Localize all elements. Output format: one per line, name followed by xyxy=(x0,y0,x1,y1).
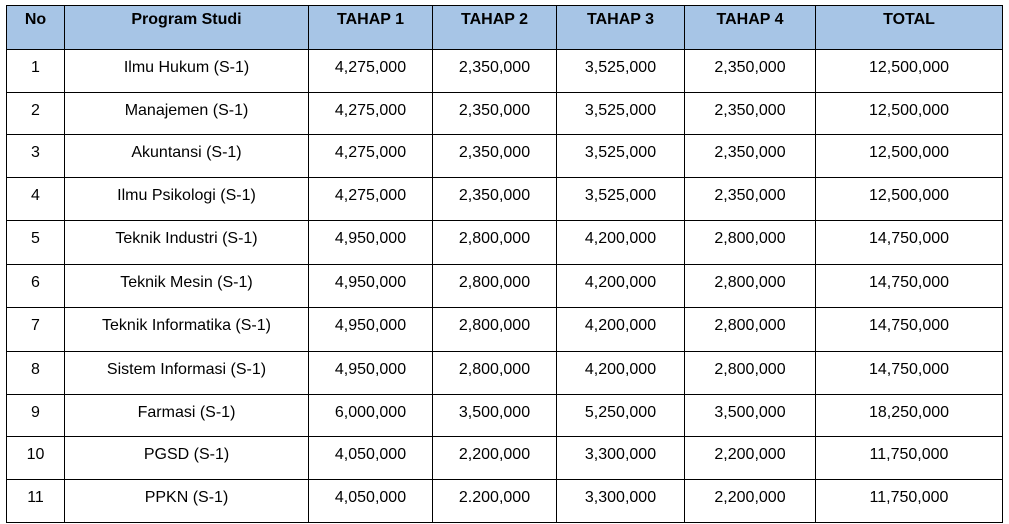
cell-tahap-1: 4,050,000 xyxy=(309,437,433,480)
cell-tahap-2: 2,350,000 xyxy=(433,93,557,135)
cell-total: 18,250,000 xyxy=(816,395,1003,437)
cell-total: 14,750,000 xyxy=(816,221,1003,265)
cell-tahap-3: 4,200,000 xyxy=(557,265,685,308)
cell-no: 6 xyxy=(7,265,65,308)
header-row xyxy=(7,6,1003,50)
cell-tahap-4: 2,800,000 xyxy=(685,221,816,265)
cell-tahap-2: 2,350,000 xyxy=(433,178,557,221)
table-row xyxy=(7,352,1003,395)
header-total: TOTAL xyxy=(816,6,1003,50)
cell-tahap-3: 5,250,000 xyxy=(557,395,685,437)
header-tahap-1: TAHAP 1 xyxy=(309,6,433,50)
header-tahap-3: TAHAP 3 xyxy=(557,6,685,50)
cell-tahap-3: 3,525,000 xyxy=(557,178,685,221)
cell-tahap-1: 4,950,000 xyxy=(309,352,433,395)
cell-no: 3 xyxy=(7,135,65,178)
cell-tahap-2: 2,200,000 xyxy=(433,437,557,480)
cell-tahap-4: 2,200,000 xyxy=(685,437,816,480)
cell-tahap-2: 2,800,000 xyxy=(433,221,557,265)
cell-program-studi: Farmasi (S-1) xyxy=(65,395,309,437)
table-row xyxy=(7,221,1003,265)
cell-no: 11 xyxy=(7,480,65,523)
cell-program-studi: Teknik Industri (S-1) xyxy=(65,221,309,265)
cell-tahap-1: 4,275,000 xyxy=(309,135,433,178)
cell-tahap-4: 2,350,000 xyxy=(685,93,816,135)
table-body xyxy=(7,50,1003,523)
cell-tahap-4: 2,800,000 xyxy=(685,352,816,395)
cell-tahap-4: 2,350,000 xyxy=(685,135,816,178)
cell-tahap-1: 4,050,000 xyxy=(309,480,433,523)
cell-no: 10 xyxy=(7,437,65,480)
cell-tahap-1: 4,950,000 xyxy=(309,308,433,352)
cell-program-studi: PPKN (S-1) xyxy=(65,480,309,523)
table-row xyxy=(7,93,1003,135)
header-tahap-2: TAHAP 2 xyxy=(433,6,557,50)
cell-tahap-2: 2,800,000 xyxy=(433,308,557,352)
cell-total: 14,750,000 xyxy=(816,265,1003,308)
cell-no: 2 xyxy=(7,93,65,135)
cell-no: 5 xyxy=(7,221,65,265)
cell-program-studi: Teknik Informatika (S-1) xyxy=(65,308,309,352)
cell-tahap-3: 3,525,000 xyxy=(557,50,685,93)
cell-tahap-1: 4,275,000 xyxy=(309,50,433,93)
cell-tahap-3: 3,300,000 xyxy=(557,437,685,480)
cell-program-studi: Akuntansi (S-1) xyxy=(65,135,309,178)
table-row xyxy=(7,135,1003,178)
cell-tahap-3: 3,300,000 xyxy=(557,480,685,523)
cell-tahap-2: 2,350,000 xyxy=(433,135,557,178)
cell-program-studi: Manajemen (S-1) xyxy=(65,93,309,135)
cell-tahap-1: 4,950,000 xyxy=(309,221,433,265)
cell-program-studi: Sistem Informasi (S-1) xyxy=(65,352,309,395)
cell-total: 11,750,000 xyxy=(816,480,1003,523)
table-row xyxy=(7,308,1003,352)
cell-program-studi: Ilmu Psikologi (S-1) xyxy=(65,178,309,221)
cell-total: 12,500,000 xyxy=(816,135,1003,178)
cell-tahap-4: 2,800,000 xyxy=(685,265,816,308)
cell-program-studi: Teknik Mesin (S-1) xyxy=(65,265,309,308)
cell-tahap-3: 4,200,000 xyxy=(557,352,685,395)
table-row xyxy=(7,265,1003,308)
cell-tahap-4: 2,350,000 xyxy=(685,178,816,221)
cell-tahap-3: 3,525,000 xyxy=(557,93,685,135)
tuition-table xyxy=(6,5,1003,523)
cell-no: 7 xyxy=(7,308,65,352)
cell-total: 12,500,000 xyxy=(816,93,1003,135)
cell-no: 4 xyxy=(7,178,65,221)
cell-tahap-4: 2,200,000 xyxy=(685,480,816,523)
cell-no: 9 xyxy=(7,395,65,437)
cell-tahap-1: 4,275,000 xyxy=(309,93,433,135)
cell-program-studi: Ilmu Hukum (S-1) xyxy=(65,50,309,93)
cell-tahap-4: 2,800,000 xyxy=(685,308,816,352)
cell-total: 14,750,000 xyxy=(816,308,1003,352)
cell-tahap-3: 3,525,000 xyxy=(557,135,685,178)
cell-no: 1 xyxy=(7,50,65,93)
cell-tahap-3: 4,200,000 xyxy=(557,308,685,352)
cell-total: 12,500,000 xyxy=(816,178,1003,221)
table-row xyxy=(7,437,1003,480)
cell-no: 8 xyxy=(7,352,65,395)
table-row xyxy=(7,178,1003,221)
table-row xyxy=(7,395,1003,437)
header-no: No xyxy=(7,6,65,50)
table-row xyxy=(7,480,1003,523)
cell-tahap-2: 3,500,000 xyxy=(433,395,557,437)
cell-total: 12,500,000 xyxy=(816,50,1003,93)
cell-tahap-2: 2,800,000 xyxy=(433,352,557,395)
cell-total: 14,750,000 xyxy=(816,352,1003,395)
header-program-studi: Program Studi xyxy=(65,6,309,50)
cell-tahap-1: 4,950,000 xyxy=(309,265,433,308)
header-tahap-4: TAHAP 4 xyxy=(685,6,816,50)
cell-tahap-1: 6,000,000 xyxy=(309,395,433,437)
cell-tahap-2: 2,800,000 xyxy=(433,265,557,308)
cell-tahap-4: 3,500,000 xyxy=(685,395,816,437)
cell-tahap-3: 4,200,000 xyxy=(557,221,685,265)
cell-tahap-1: 4,275,000 xyxy=(309,178,433,221)
cell-tahap-4: 2,350,000 xyxy=(685,50,816,93)
cell-tahap-2: 2,350,000 xyxy=(433,50,557,93)
table-row xyxy=(7,50,1003,93)
cell-total: 11,750,000 xyxy=(816,437,1003,480)
cell-program-studi: PGSD (S-1) xyxy=(65,437,309,480)
cell-tahap-2: 2.200,000 xyxy=(433,480,557,523)
table-header xyxy=(7,6,1003,50)
